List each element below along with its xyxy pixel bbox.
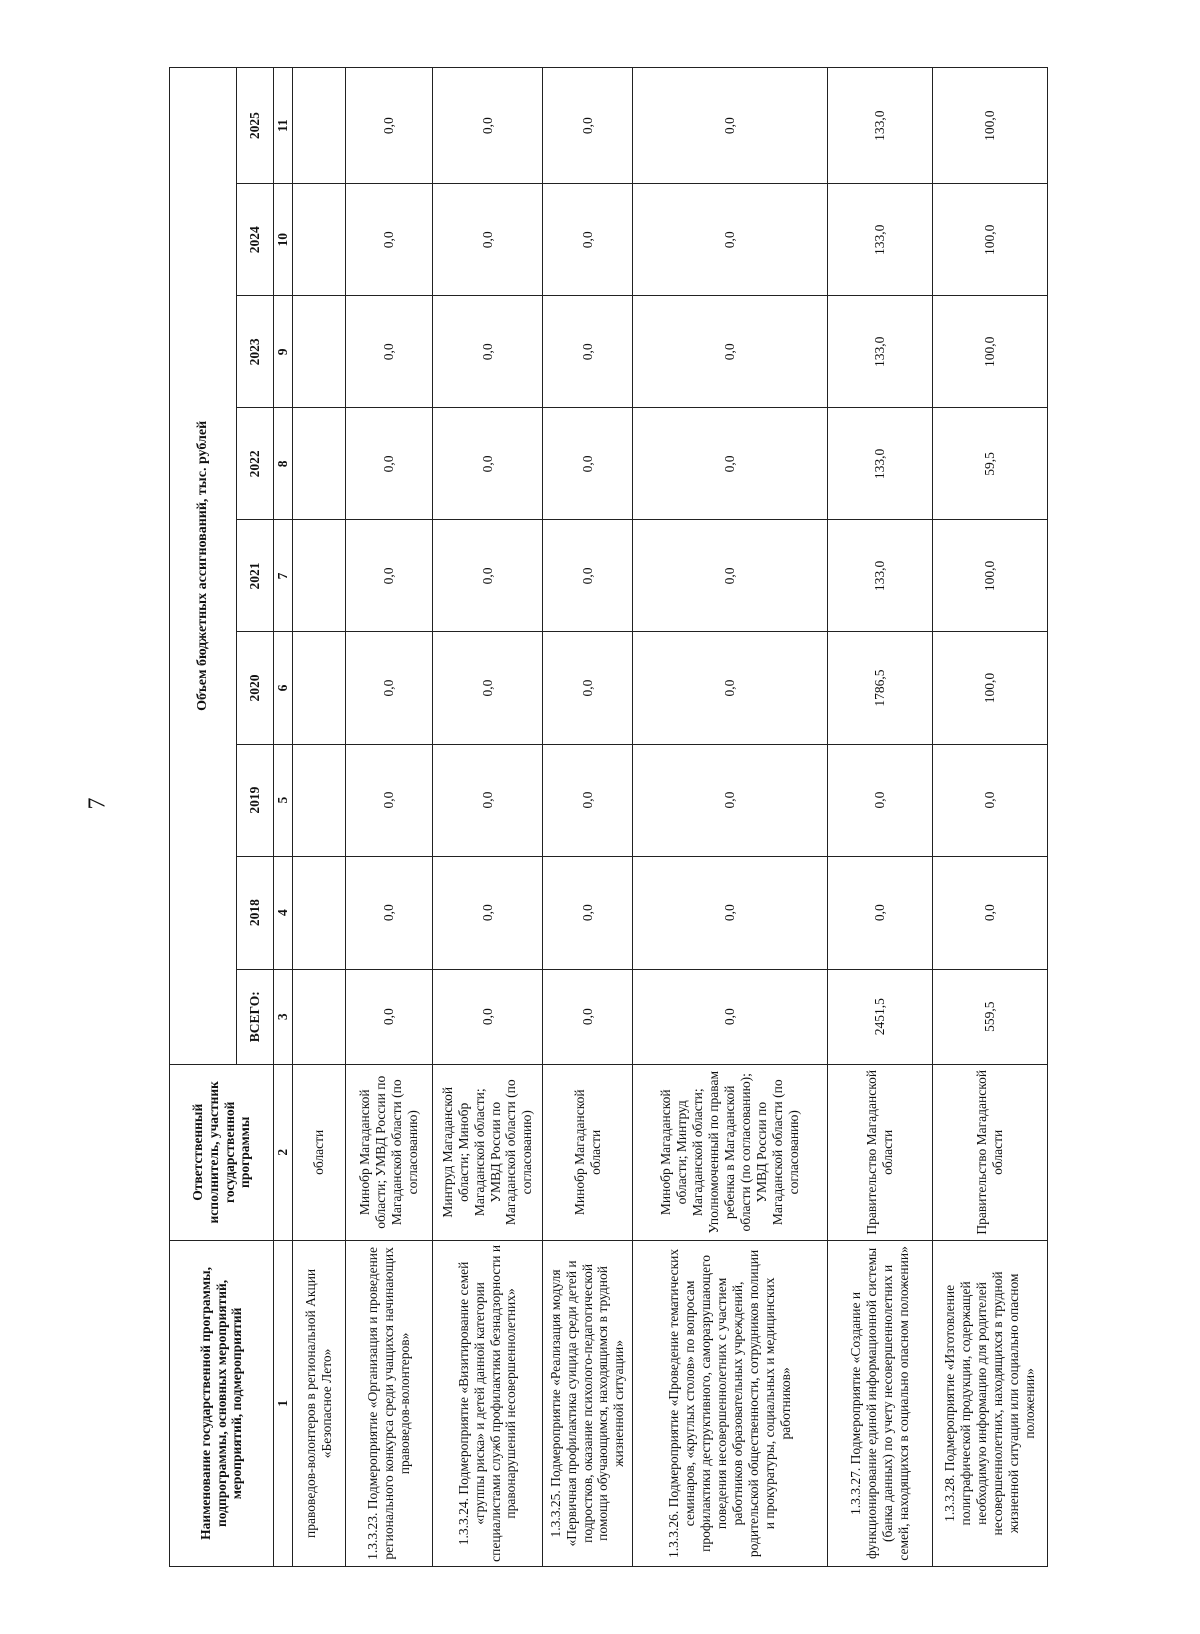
row-year-value: 0,0 xyxy=(828,856,933,969)
header-year: 2022 xyxy=(237,408,274,520)
row-year-value: 100,0 xyxy=(933,520,1048,632)
header-year: 2018 xyxy=(237,856,274,969)
row-year-value: 0,0 xyxy=(433,744,543,856)
row-year-value: 0,0 xyxy=(346,184,433,296)
row-year-value xyxy=(293,408,346,520)
row-year-value: 0,0 xyxy=(433,68,543,184)
column-number: 5 xyxy=(274,744,293,856)
row-year-value: 133,0 xyxy=(828,68,933,184)
row-year-value xyxy=(293,520,346,632)
row-year-value: 59,5 xyxy=(933,408,1048,520)
row-year-value: 0,0 xyxy=(543,408,633,520)
column-number: 2 xyxy=(274,1064,293,1240)
row-year-value: 0,0 xyxy=(633,184,828,296)
row-total: 0,0 xyxy=(346,969,433,1064)
row-total: 0,0 xyxy=(433,969,543,1064)
row-year-value: 0,0 xyxy=(433,296,543,408)
row-year-value: 100,0 xyxy=(933,296,1048,408)
column-number: 4 xyxy=(274,856,293,969)
column-number: 3 xyxy=(274,969,293,1064)
header-year: 2025 xyxy=(237,68,274,184)
row-year-value xyxy=(293,856,346,969)
row-year-value: 0,0 xyxy=(346,744,433,856)
row-executor: Правительство Магаданской области xyxy=(828,1064,933,1240)
row-executor: Минобр Магаданской области xyxy=(543,1064,633,1240)
header-total: ВСЕГО: xyxy=(237,969,274,1064)
row-year-value: 133,0 xyxy=(828,520,933,632)
row-year-value: 0,0 xyxy=(543,68,633,184)
budget-table-sheet xyxy=(169,67,1037,1567)
column-number: 9 xyxy=(274,296,293,408)
header-name: Наименование государственной программы, подпрограммы, основных мероприятий, мероприятий, подмероприятий xyxy=(170,1240,274,1566)
header-year: 2019 xyxy=(237,744,274,856)
row-year-value xyxy=(293,68,346,184)
row-year-value: 0,0 xyxy=(633,296,828,408)
row-executor: области xyxy=(293,1064,346,1240)
row-year-value: 100,0 xyxy=(933,632,1048,744)
row-year-value: 0,0 xyxy=(433,856,543,969)
row-name: 1.3.3.25. Подмероприятие «Реализация модуля «Первичная профилактика суицида среди детей и подростков, оказание психолого-педагогической помощи обучающимся, находящимся в трудной жизненной ситуации» xyxy=(543,1240,633,1566)
table-row xyxy=(293,68,346,1567)
column-number: 7 xyxy=(274,520,293,632)
row-total: 0,0 xyxy=(633,969,828,1064)
row-year-value xyxy=(293,184,346,296)
table-row xyxy=(828,68,933,1567)
row-year-value xyxy=(293,744,346,856)
row-executor: Минтруд Магаданской области; Минобр Магаданской области; УМВД России по Магаданской области (по согласованию) xyxy=(433,1064,543,1240)
row-name: 1.3.3.26. Подмероприятие «Проведение тематических семинаров, «круглых столов» по вопросам профилактики деструктивного, саморазрушающего поведения несовершеннолетних с участием работников образовательных учреждений, родительской общественности, сотрудников полиции и прокуратуры, социальных и медицинских работников» xyxy=(633,1240,828,1566)
row-year-value: 0,0 xyxy=(346,632,433,744)
row-year-value: 0,0 xyxy=(433,632,543,744)
row-year-value: 0,0 xyxy=(433,520,543,632)
table-row xyxy=(433,68,543,1567)
row-year-value: 0,0 xyxy=(543,520,633,632)
table-row xyxy=(633,68,828,1567)
row-year-value: 0,0 xyxy=(543,184,633,296)
row-year-value: 0,0 xyxy=(828,744,933,856)
header-year: 2020 xyxy=(237,632,274,744)
row-name: 1.3.3.28. Подмероприятие «Изготовление полиграфической продукции, содержащей необходимую информацию для родителей несовершеннолетних, находящихся в трудной жизненной ситуации или социально опасном положении» xyxy=(933,1240,1048,1566)
row-year-value: 100,0 xyxy=(933,184,1048,296)
row-year-value: 0,0 xyxy=(346,856,433,969)
row-total: 0,0 xyxy=(543,969,633,1064)
row-total xyxy=(293,969,346,1064)
row-year-value: 0,0 xyxy=(346,408,433,520)
row-year-value: 0,0 xyxy=(346,520,433,632)
row-executor: Правительство Магаданской области xyxy=(933,1064,1048,1240)
row-year-value: 0,0 xyxy=(633,856,828,969)
row-year-value: 0,0 xyxy=(633,744,828,856)
row-executor: Минобр Магаданской области; УМВД России по Магаданской области (по согласованию) xyxy=(346,1064,433,1240)
header-executor: Ответственный исполнитель, участник государственной программы xyxy=(170,1064,274,1240)
row-year-value: 133,0 xyxy=(828,296,933,408)
row-year-value: 100,0 xyxy=(933,68,1048,184)
table-row xyxy=(346,68,433,1567)
row-year-value: 0,0 xyxy=(346,68,433,184)
row-year-value: 0,0 xyxy=(633,520,828,632)
row-year-value: 0,0 xyxy=(933,856,1048,969)
page-number: 7 xyxy=(84,797,111,810)
row-year-value: 0,0 xyxy=(433,408,543,520)
row-year-value xyxy=(293,632,346,744)
row-name: 1.3.3.27. Подмероприятие «Создание и функционирование единой информационной системы (банка данных) по учету несовершеннолетних и семей, находящихся в социально опасном положении» xyxy=(828,1240,933,1566)
row-total: 2451,5 xyxy=(828,969,933,1064)
header-budget: Объем бюджетных ассигнований, тыс. рублей xyxy=(170,68,237,1065)
row-year-value: 0,0 xyxy=(346,296,433,408)
row-year-value: 0,0 xyxy=(433,184,543,296)
column-number: 8 xyxy=(274,408,293,520)
budget-allocation-table xyxy=(169,67,1048,1567)
row-year-value: 0,0 xyxy=(633,408,828,520)
row-executor: Минобр Магаданской области; Минтруд Магаданской области; Уполномоченный по правам ребенка в Магаданской области (по согласованию); УМВД России по Магаданской области (по согласованию) xyxy=(633,1064,828,1240)
row-year-value: 0,0 xyxy=(543,296,633,408)
row-year-value: 0,0 xyxy=(633,68,828,184)
table-row xyxy=(933,68,1048,1567)
row-year-value: 0,0 xyxy=(933,744,1048,856)
row-year-value xyxy=(293,296,346,408)
header-year: 2021 xyxy=(237,520,274,632)
row-year-value: 0,0 xyxy=(633,632,828,744)
row-total: 559,5 xyxy=(933,969,1048,1064)
row-name: 1.3.3.24. Подмероприятие «Визитирование семей «группы риска» и детей данной категории специалистами служб профилактики безнадзорности и правонарушений несовершеннолетних» xyxy=(433,1240,543,1566)
row-year-value: 0,0 xyxy=(543,632,633,744)
header-year: 2024 xyxy=(237,184,274,296)
row-year-value: 133,0 xyxy=(828,408,933,520)
row-year-value: 0,0 xyxy=(543,856,633,969)
column-number: 1 xyxy=(274,1240,293,1566)
row-year-value: 0,0 xyxy=(543,744,633,856)
row-year-value: 1786,5 xyxy=(828,632,933,744)
row-name: 1.3.3.23. Подмероприятие «Организация и проведение регионального конкурса среди учащихся начинающих правоведов-волонтеров» xyxy=(346,1240,433,1566)
column-number: 10 xyxy=(274,184,293,296)
row-year-value: 133,0 xyxy=(828,184,933,296)
row-name: правоведов-волонтеров в региональной Акции «Безопасное Лето» xyxy=(293,1240,346,1566)
column-number: 11 xyxy=(274,68,293,184)
column-number: 6 xyxy=(274,632,293,744)
table-row xyxy=(543,68,633,1567)
header-year: 2023 xyxy=(237,296,274,408)
